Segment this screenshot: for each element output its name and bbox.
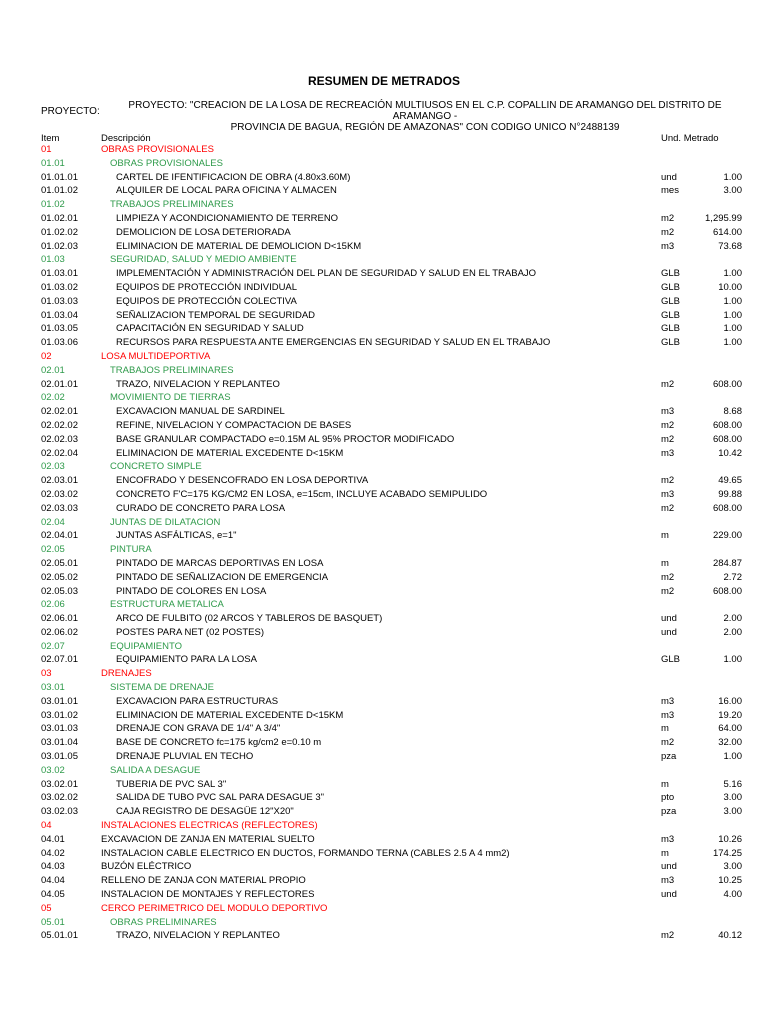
table-row: [0, 805, 768, 819]
table-row: [0, 833, 768, 847]
table-row: [0, 736, 768, 750]
row-item-code: 03.02.02: [41, 792, 78, 804]
row-unit: m2: [661, 571, 675, 583]
row-unit: und: [661, 171, 677, 183]
table-row: [0, 791, 768, 805]
row-item-code: 03.01.02: [41, 709, 78, 721]
row-quantity: 19.20: [718, 709, 742, 721]
row-description: CURADO DE CONCRETO PARA LOSA: [116, 502, 286, 514]
row-quantity: 614.00: [712, 226, 742, 238]
row-item-code: 02.04.01: [41, 530, 78, 542]
row-description: LOSA MULTIDEPORTIVA: [101, 350, 211, 362]
row-unit: m3: [661, 406, 675, 418]
row-description: TRABAJOS PRELIMINARES: [110, 199, 234, 211]
row-unit: und: [661, 861, 677, 873]
row-description: EXCAVACION MANUAL DE SARDINEL: [116, 406, 285, 418]
row-unit: m3: [661, 240, 675, 252]
row-item-code: 03.01.03: [41, 723, 78, 735]
row-item-code: 01.03.04: [41, 309, 78, 321]
table-row: [0, 488, 768, 502]
row-item-code: 02.03: [41, 461, 65, 473]
table-row: [0, 433, 768, 447]
row-unit: m: [661, 557, 669, 569]
row-item-code: 02.03.02: [41, 488, 78, 500]
row-description: CONCRETO SIMPLE: [110, 461, 202, 473]
row-item-code: 01.03.06: [41, 337, 78, 349]
table-row: [0, 916, 768, 930]
row-item-code: 03.01.01: [41, 695, 78, 707]
row-description: EQUIPOS DE PROTECCIÓN INDIVIDUAL: [116, 281, 298, 293]
table-row: [0, 336, 768, 350]
row-quantity: 3.00: [723, 806, 742, 818]
row-unit: GLB: [661, 323, 681, 335]
table-row: [0, 447, 768, 461]
row-item-code: 01.03.05: [41, 323, 78, 335]
row-item-code: 01.02.03: [41, 240, 78, 252]
table-row: [0, 143, 768, 157]
row-unit: GLB: [661, 295, 681, 307]
row-item-code: 05: [41, 902, 52, 914]
row-item-code: 02.06: [41, 599, 65, 611]
row-item-code: 02.02.04: [41, 447, 78, 459]
row-description: DRENAJE CON GRAVA DE 1/4" A 3/4": [116, 723, 281, 735]
row-quantity: 3.00: [723, 861, 742, 873]
row-unit: m: [661, 778, 669, 790]
row-unit: m2: [661, 226, 675, 238]
row-quantity: 10.00: [718, 281, 742, 293]
row-unit: m2: [661, 475, 675, 487]
table-row: [0, 240, 768, 254]
row-item-code: 02.04: [41, 516, 65, 528]
table-row: [0, 184, 768, 198]
row-item-code: 02.01.01: [41, 378, 78, 390]
table-row: [0, 640, 768, 654]
table-row: [0, 267, 768, 281]
row-unit: m: [661, 530, 669, 542]
row-unit: GLB: [661, 654, 681, 666]
row-description: CAJA REGISTRO DE DESAGÜE 12"X20": [116, 806, 294, 818]
row-description: CARTEL DE IFENTIFICACION DE OBRA (4.80x3.60M): [116, 171, 351, 183]
row-description: SEÑALIZACION TEMPORAL DE SEGURIDAD: [116, 309, 316, 321]
row-quantity: 2.00: [723, 613, 742, 625]
row-unit: m2: [661, 737, 675, 749]
table-row: [0, 598, 768, 612]
row-item-code: 01.03: [41, 254, 65, 266]
header-unit-quantity: Und. Metrado: [661, 133, 719, 144]
row-item-code: 03.01.04: [41, 737, 78, 749]
table-row: [0, 419, 768, 433]
row-quantity: 1.00: [723, 654, 742, 666]
row-unit: m2: [661, 930, 675, 942]
row-quantity: 229.00: [712, 530, 742, 542]
table-row: [0, 281, 768, 295]
page-title: RESUMEN DE METRADOS: [307, 74, 460, 88]
row-unit: GLB: [661, 309, 681, 321]
row-quantity: 99.88: [718, 488, 742, 500]
row-quantity: 1.00: [723, 751, 742, 763]
row-item-code: 01.01.02: [41, 185, 78, 197]
row-description: DRENAJE PLUVIAL EN TECHO: [116, 751, 254, 763]
row-item-code: 02.07.01: [41, 654, 78, 666]
row-description: EXCAVACION DE ZANJA EN MATERIAL SUELTO: [101, 833, 315, 845]
row-quantity: 1.00: [723, 268, 742, 280]
metrados-table: [0, 143, 768, 943]
table-row: [0, 929, 768, 943]
row-item-code: 02.02: [41, 392, 65, 404]
row-description: PINTADO DE MARCAS DEPORTIVAS EN LOSA: [116, 557, 324, 569]
row-item-code: 01: [41, 144, 52, 155]
row-description: ALQUILER DE LOCAL PARA OFICINA Y ALMACEN: [116, 185, 337, 197]
row-unit: m2: [661, 212, 675, 224]
row-item-code: 03.02: [41, 764, 65, 776]
row-quantity: 174.25: [712, 847, 742, 859]
row-description: RELLENO DE ZANJA CON MATERIAL PROPIO: [101, 875, 306, 887]
row-description: EQUIPAMIENTO PARA LA LOSA: [116, 654, 257, 666]
row-quantity: 1.00: [723, 171, 742, 183]
row-item-code: 01.02: [41, 199, 65, 211]
row-description: PINTADO DE SEÑALIZACION DE EMERGENCIA: [116, 571, 329, 583]
row-unit: m: [661, 723, 669, 735]
row-item-code: 03.01.05: [41, 751, 78, 763]
row-quantity: 32.00: [718, 737, 742, 749]
row-quantity: 1,295.99: [705, 212, 742, 224]
table-row: [0, 157, 768, 171]
row-item-code: 01.03.02: [41, 281, 78, 293]
table-row: [0, 364, 768, 378]
row-item-code: 02.05: [41, 544, 65, 556]
row-unit: pza: [661, 751, 677, 763]
table-row: [0, 212, 768, 226]
row-item-code: 01.03.01: [41, 268, 78, 280]
table-row: [0, 722, 768, 736]
row-item-code: 03.02.01: [41, 778, 78, 790]
row-description: TRAZO, NIVELACION Y REPLANTEO: [116, 930, 280, 942]
row-description: SEGURIDAD, SALUD Y MEDIO AMBIENTE: [110, 254, 297, 266]
row-description: MOVIMIENTO DE TIERRAS: [110, 392, 231, 404]
row-unit: pto: [661, 792, 675, 804]
table-row: [0, 750, 768, 764]
row-item-code: 02.06.01: [41, 613, 78, 625]
table-row: [0, 322, 768, 336]
row-item-code: 02.05.03: [41, 585, 78, 597]
table-row: [0, 847, 768, 861]
table-row: [0, 391, 768, 405]
row-item-code: 04.05: [41, 889, 65, 901]
row-description: INSTALACIONES ELECTRICAS (REFLECTORES): [101, 820, 318, 832]
row-quantity: 1.00: [723, 323, 742, 335]
table-row: [0, 778, 768, 792]
row-description: TRAZO, NIVELACION Y REPLANTEO: [116, 378, 280, 390]
table-row: [0, 874, 768, 888]
row-quantity: 49.65: [718, 475, 742, 487]
table-row: [0, 819, 768, 833]
row-quantity: 2.72: [723, 571, 742, 583]
table-row: [0, 612, 768, 626]
table-row: [0, 350, 768, 364]
row-unit: pza: [661, 806, 677, 818]
row-item-code: 02.07: [41, 640, 65, 652]
row-item-code: 02.02.03: [41, 433, 78, 445]
row-unit: m3: [661, 447, 675, 459]
table-row: [0, 295, 768, 309]
row-description: RECURSOS PARA RESPUESTA ANTE EMERGENCIAS EN SEGURIDAD Y SALUD EN EL TRABAJO: [116, 337, 551, 349]
row-item-code: 03.02.03: [41, 806, 78, 818]
row-item-code: 01.02.01: [41, 212, 78, 224]
row-quantity: 1.00: [723, 295, 742, 307]
row-quantity: 608.00: [712, 419, 742, 431]
row-unit: GLB: [661, 281, 681, 293]
row-description: OBRAS PROVISIONALES: [101, 144, 214, 155]
table-row: [0, 171, 768, 185]
row-description: CONCRETO F'C=175 KG/CM2 EN LOSA, e=15cm, INCLUYE ACABADO SEMIPULIDO: [116, 488, 488, 500]
row-unit: m2: [661, 502, 675, 514]
row-quantity: 284.87: [712, 557, 742, 569]
row-description: ELIMINACION DE MATERIAL EXCEDENTE D<15KM: [116, 447, 344, 459]
row-item-code: 02.02.02: [41, 419, 78, 431]
row-description: PINTURA: [110, 544, 152, 556]
table-row: [0, 585, 768, 599]
table-row: [0, 764, 768, 778]
row-item-code: 03.01: [41, 682, 65, 694]
row-description: LIMPIEZA Y ACONDICIONAMIENTO DE TERRENO: [116, 212, 339, 224]
row-quantity: 3.00: [723, 792, 742, 804]
row-unit: m3: [661, 695, 675, 707]
header-item: Item: [41, 133, 60, 144]
row-description: ARCO DE FULBITO (02 ARCOS Y TABLEROS DE BASQUET): [116, 613, 383, 625]
row-description: OBRAS PROVISIONALES: [110, 157, 223, 169]
table-row: [0, 253, 768, 267]
row-item-code: 01.01.01: [41, 171, 78, 183]
row-quantity: 10.26: [718, 833, 742, 845]
row-unit: und: [661, 613, 677, 625]
row-description: SALIDA DE TUBO PVC SAL PARA DESAGUE 3": [116, 792, 325, 804]
row-quantity: 608.00: [712, 502, 742, 514]
table-row: [0, 502, 768, 516]
table-row: [0, 626, 768, 640]
table-row: [0, 860, 768, 874]
row-quantity: 5.16: [723, 778, 742, 790]
row-quantity: 608.00: [712, 433, 742, 445]
row-item-code: 05.01.01: [41, 930, 78, 942]
row-quantity: 10.25: [718, 875, 742, 887]
row-unit: GLB: [661, 268, 681, 280]
row-unit: GLB: [661, 337, 681, 349]
row-quantity: 40.12: [718, 930, 742, 942]
row-item-code: 02.01: [41, 364, 65, 376]
table-row: [0, 460, 768, 474]
row-quantity: 2.00: [723, 626, 742, 638]
row-quantity: 64.00: [718, 723, 742, 735]
row-quantity: 8.68: [723, 406, 742, 418]
row-item-code: 02.05.02: [41, 571, 78, 583]
project-line-1: PROYECTO: "CREACION DE LA LOSA DE RECREACIÓN MULTIUSOS EN EL C.P. COPALLIN DE ARAMANGO DEL DISTRITO DE ARAMANGO -: [128, 100, 722, 122]
row-description: ENCOFRADO Y DESENCOFRADO EN LOSA DEPORTIVA: [116, 475, 369, 487]
row-quantity: 608.00: [712, 378, 742, 390]
table-row: [0, 516, 768, 530]
header-description: Descripción: [101, 133, 151, 144]
table-row: [0, 667, 768, 681]
project-description: [100, 100, 750, 133]
row-unit: m2: [661, 419, 675, 431]
row-item-code: 03: [41, 668, 52, 680]
row-unit: und: [661, 626, 677, 638]
row-description: ELIMINACION DE MATERIAL DE DEMOLICION D<15KM: [116, 240, 362, 252]
row-description: TUBERIA DE PVC SAL 3": [116, 778, 227, 790]
row-description: BUZÓN ELÉCTRICO: [101, 861, 192, 873]
row-description: INSTALACION CABLE ELECTRICO EN DUCTOS, FORMANDO TERNA (CABLES 2.5 A 4 mm2): [101, 847, 510, 859]
row-quantity: 1.00: [723, 309, 742, 321]
row-quantity: 1.00: [723, 337, 742, 349]
row-description: CAPACITACIÓN EN SEGURIDAD Y SALUD: [116, 323, 304, 335]
table-row: [0, 902, 768, 916]
row-description: PINTADO DE COLORES EN LOSA: [116, 585, 267, 597]
row-description: JUNTAS DE DILATACION: [110, 516, 221, 528]
row-quantity: 10.42: [718, 447, 742, 459]
table-row: [0, 571, 768, 585]
row-description: BASE GRANULAR COMPACTADO e=0.15M AL 95% PROCTOR MODIFICADO: [116, 433, 455, 445]
row-item-code: 02.05.01: [41, 557, 78, 569]
row-item-code: 01.02.02: [41, 226, 78, 238]
row-unit: m: [661, 847, 669, 859]
row-description: JUNTAS ASFÁLTICAS, e=1": [116, 530, 237, 542]
row-item-code: 04.04: [41, 875, 65, 887]
row-item-code: 02.02.01: [41, 406, 78, 418]
row-description: POSTES PARA NET (02 POSTES): [116, 626, 264, 638]
table-row: [0, 226, 768, 240]
row-quantity: 3.00: [723, 185, 742, 197]
row-item-code: 04.01: [41, 833, 65, 845]
table-row: [0, 474, 768, 488]
row-quantity: 73.68: [718, 240, 742, 252]
table-row: [0, 378, 768, 392]
row-item-code: 02.03.03: [41, 502, 78, 514]
row-description: DEMOLICION DE LOSA DETERIORADA: [116, 226, 291, 238]
row-description: SALIDA A DESAGUE: [110, 764, 201, 776]
row-description: ELIMINACION DE MATERIAL EXCEDENTE D<15KM: [116, 709, 344, 721]
project-line-2: PROVINCIA DE BAGUA, REGIÓN DE AMAZONAS" CON CODIGO UNICO N°2488139: [230, 122, 620, 133]
row-unit: m3: [661, 833, 675, 845]
row-description: CERCO PERIMETRICO DEL MODULO DEPORTIVO: [101, 902, 328, 914]
table-row: [0, 681, 768, 695]
row-item-code: 02: [41, 350, 52, 362]
row-description: TRABAJOS PRELIMINARES: [110, 364, 234, 376]
table-row: [0, 557, 768, 571]
row-description: IMPLEMENTACIÓN Y ADMINISTRACIÓN DEL PLAN DE SEGURIDAD Y SALUD EN EL TRABAJO: [116, 268, 537, 280]
row-description: INSTALACION DE MONTAJES Y REFLECTORES: [101, 889, 315, 901]
row-item-code: 04.02: [41, 847, 65, 859]
row-description: EQUIPOS DE PROTECCIÓN COLECTIVA: [116, 295, 297, 307]
table-row: [0, 309, 768, 323]
row-item-code: 02.06.02: [41, 626, 78, 638]
row-description: ESTRUCTURA METALICA: [110, 599, 224, 611]
table-row: [0, 695, 768, 709]
row-unit: m3: [661, 488, 675, 500]
table-row: [0, 405, 768, 419]
table-row: [0, 543, 768, 557]
table-row: [0, 888, 768, 902]
table-row: [0, 198, 768, 212]
row-item-code: 05.01: [41, 916, 65, 928]
table-row: [0, 653, 768, 667]
table-row: [0, 709, 768, 723]
row-description: REFINE, NIVELACION Y COMPACTACION DE BASES: [116, 419, 352, 431]
row-unit: mes: [661, 185, 679, 197]
row-unit: m3: [661, 875, 675, 887]
row-description: EXCAVACION PARA ESTRUCTURAS: [116, 695, 279, 707]
row-item-code: 01.03.03: [41, 295, 78, 307]
row-quantity: 608.00: [712, 585, 742, 597]
row-item-code: 02.03.01: [41, 475, 78, 487]
table-row: [0, 529, 768, 543]
row-unit: m2: [661, 378, 675, 390]
row-unit: und: [661, 889, 677, 901]
row-description: OBRAS PRELIMINARES: [110, 916, 217, 928]
row-item-code: 04: [41, 820, 52, 832]
project-label: PROYECTO:: [41, 106, 100, 117]
row-item-code: 04.03: [41, 861, 65, 873]
row-item-code: 01.01: [41, 157, 65, 169]
row-description: EQUIPAMIENTO: [110, 640, 182, 652]
row-quantity: 4.00: [723, 889, 742, 901]
row-description: BASE DE CONCRETO fc=175 kg/cm2 e=0.10 m: [116, 737, 322, 749]
row-description: SISTEMA DE DRENAJE: [110, 682, 214, 694]
row-description: DRENAJES: [101, 668, 152, 680]
row-unit: m2: [661, 433, 675, 445]
row-unit: m2: [661, 585, 675, 597]
row-quantity: 16.00: [718, 695, 742, 707]
row-unit: m3: [661, 709, 675, 721]
